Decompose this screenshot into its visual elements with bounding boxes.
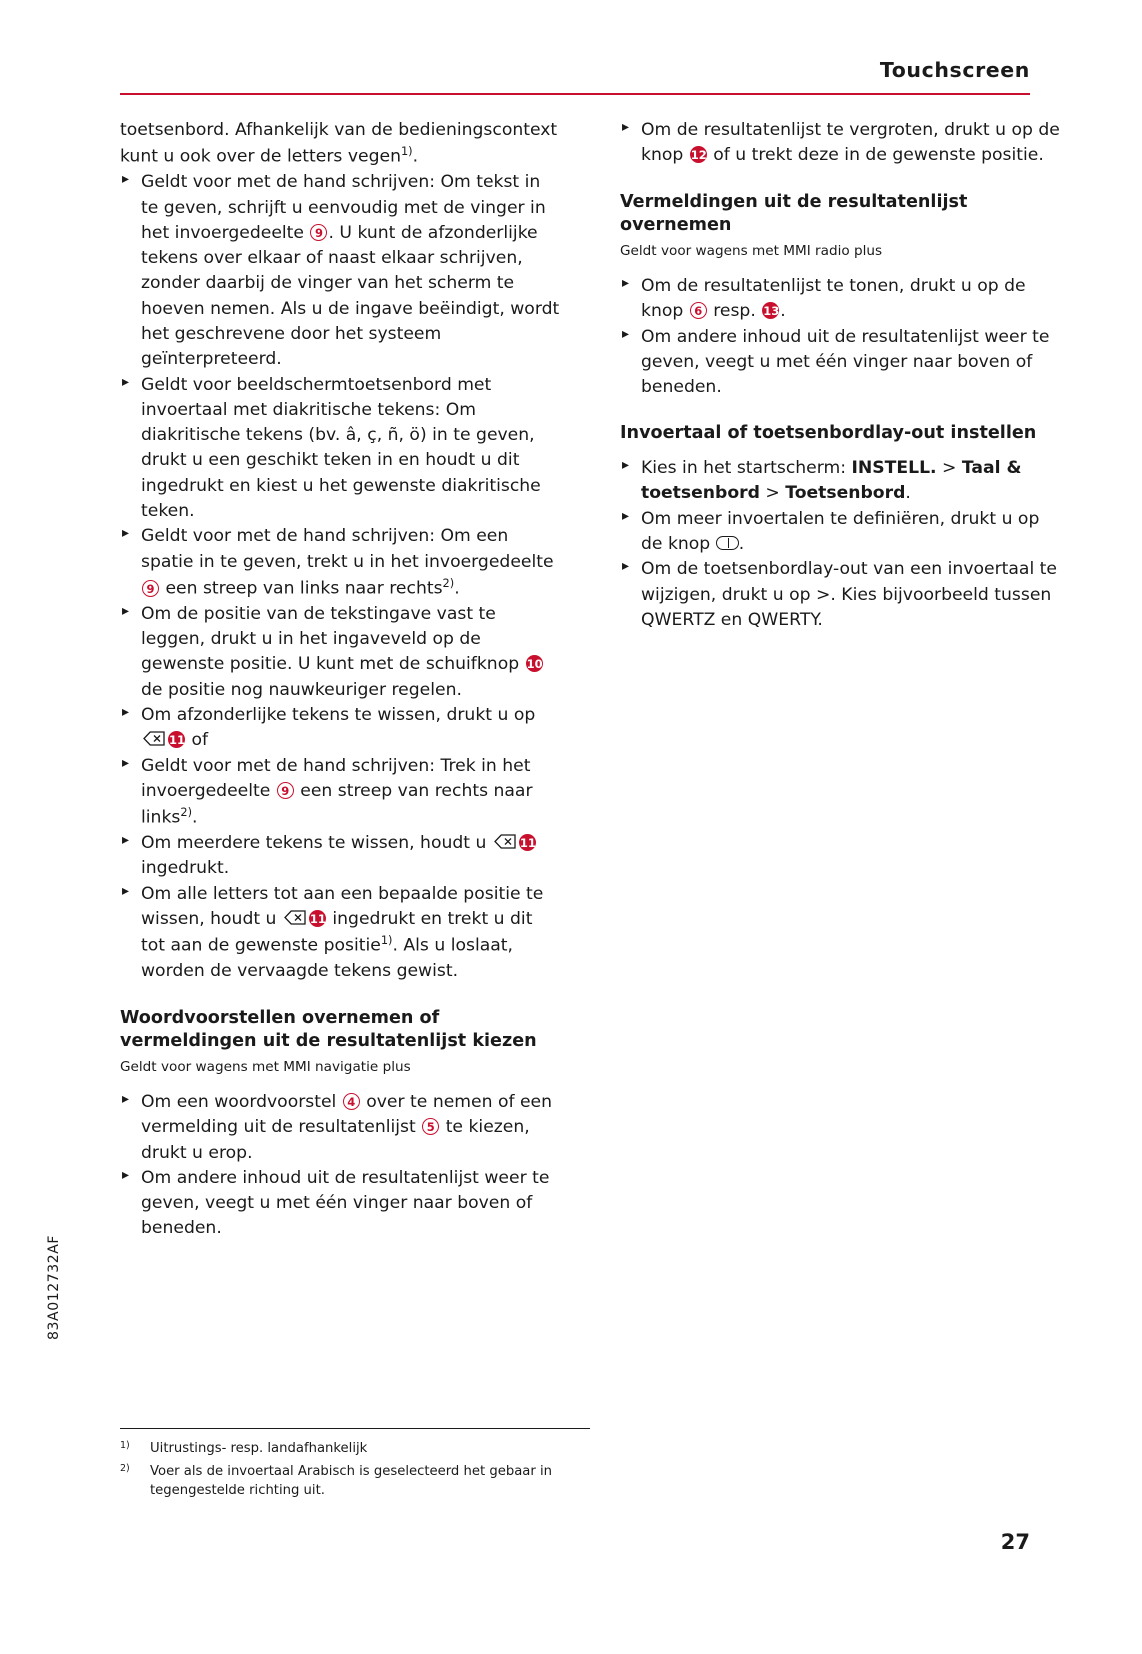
bullet-item: ▸ Om de resultatenlijst te tonen, drukt u op de knop 6 resp. 13. xyxy=(620,274,1060,325)
bullet-item: ▸ Om meer invoertalen te definiëren, drukt u op de knop . xyxy=(620,507,1060,558)
document-side-code: 83A012732AF xyxy=(46,1234,62,1340)
page-header xyxy=(120,58,1030,82)
footnote-marker: 1) xyxy=(120,1440,130,1451)
left-section-bullet-list xyxy=(120,1090,560,1242)
backspace-icon xyxy=(141,730,167,750)
intro-paragraph xyxy=(120,118,560,170)
footnote-list xyxy=(120,1440,590,1505)
callout-number-10: 10 xyxy=(526,657,543,672)
emphasis-text: Toetsenbord xyxy=(785,483,906,504)
right-column xyxy=(620,118,1060,633)
footnote-marker: 2) xyxy=(120,1463,130,1475)
callout-number-4: 4 xyxy=(343,1093,360,1110)
callout-number-6: 6 xyxy=(690,302,707,319)
callout-number-13: 13 xyxy=(763,304,780,319)
footnote-ref: 2) xyxy=(442,575,455,590)
callout-number-5: 5 xyxy=(422,1118,439,1135)
bullet-item: ▸ Om andere inhoud uit de resultatenlijst weer te geven, veegt u met één vinger naar boven of beneden. xyxy=(120,1166,560,1242)
intro-paragraph-text: toetsenbord. Afhankelijk van de bedieningscontext kunt u ook over de letters vegen xyxy=(120,120,558,168)
callout-number-11: 11 xyxy=(309,911,326,926)
bullet-item: ▸ Geldt voor met de hand schrijven: Om een spatie in te geven, trekt u in het invoergedeelte 9 een streep van links naar rechts$^{2)}$. xyxy=(120,524,560,602)
section-heading-invoertaal: Invoertaal of toetsenbordlay-out instellen xyxy=(620,423,1037,444)
header-title: Touchscreen xyxy=(879,58,1030,82)
callout-number-9: 9 xyxy=(277,782,294,799)
left-bullet-list xyxy=(120,170,560,984)
intro-paragraph-end: . xyxy=(412,147,419,168)
section-heading-vermeldingen: Vermeldingen uit de resultatenlijst overnemen xyxy=(620,191,968,236)
section-heading-woordvoorstellen: Woordvoorstellen overnemen of vermeldingen uit de resultatenlijst kiezen xyxy=(120,1007,537,1052)
footnote-ref: 2) xyxy=(180,805,193,820)
header-divider xyxy=(120,93,1030,95)
footnote xyxy=(120,1440,590,1458)
emphasis-text: INSTELL. xyxy=(851,458,937,479)
bullet-item: ▸ Om een woordvoorstel 4 over te nemen of een vermelding uit de resultatenlijst 5 te kiezen, drukt u erop. xyxy=(120,1090,560,1166)
bullet-item: ▸ Om alle letters tot aan een bepaalde positie te wissen, houdt u 11 ingedrukt en trekt u dit tot aan de gewenste positie$^{1)}$. Als u loslaat, worden de vervaagde tekens gewist. xyxy=(120,882,560,985)
bullet-item: ▸ Kies in het startscherm: INSTELL. > Taal & toetsenbord > Toetsenbord. xyxy=(620,456,1060,507)
bullet-item: ▸ Om de toetsenbordlay-out van een invoertaal te wijzigen, drukt u op >. Kies bijvoorbeeld tussen QWERTZ en QWERTY. xyxy=(620,557,1060,633)
callout-number-9: 9 xyxy=(142,580,159,597)
footnote-text: Voer als de invoertaal Arabisch is geselecteerd het gebaar in tegengestelde richting uit. xyxy=(150,1464,552,1498)
right-section2-bullet-list xyxy=(620,456,1060,633)
right-top-bullet-list xyxy=(620,118,1060,169)
backspace-icon xyxy=(492,833,518,853)
footnote-ref-1: 1) xyxy=(400,144,413,159)
callout-number-9: 9 xyxy=(310,224,327,241)
keyboard-key-icon xyxy=(716,536,739,550)
section-validity-note: Geldt voor wagens met MMI navigatie plus xyxy=(120,1059,411,1075)
bullet-item: ▸ Geldt voor beeldschermtoetsenbord met invoertaal met diakritische tekens: Om diakritische tekens (bv. â, ç, ñ, ö) in te geven, drukt u een geschikt teken in en houdt u dit ingedrukt en kiest u het gewenste diakritische teken. xyxy=(120,373,560,525)
page-number: 27 xyxy=(1000,1530,1030,1554)
footnote-divider xyxy=(120,1428,590,1429)
footnote xyxy=(120,1463,590,1500)
section1-validity-note: Geldt voor wagens met MMI radio plus xyxy=(620,243,883,260)
emphasis-text: Taal & toetsenbord xyxy=(641,458,1022,504)
bullet-item: ▸ Om meerdere tekens te wissen, houdt u 11 ingedrukt. xyxy=(120,831,560,882)
backspace-icon xyxy=(282,909,308,929)
callout-number-11: 11 xyxy=(169,733,186,748)
bullet-item: ▸ Om de positie van de tekstingave vast te leggen, drukt u in het ingaveveld op de gewenste positie. U kunt met de schuifknop 10 de positie nog nauwkeuriger regelen. xyxy=(120,602,560,703)
footnote-text: Uitrustings- resp. landafhankelijk xyxy=(150,1441,368,1456)
bullet-item: ▸ Geldt voor met de hand schrijven: Trek in het invoergedeelte 9 een streep van rechts naar links$^{2)}$. xyxy=(120,754,560,832)
callout-number-11: 11 xyxy=(519,836,536,851)
bullet-item: ▸ Geldt voor met de hand schrijven: Om tekst in te geven, schrijft u eenvoudig met de vinger in het invoergedeelte 9 . U kunt de afzonderlijke tekens over elkaar of naast elkaar schrijven, zonder daarbij de vinger van het scherm te hoeven nemen. Als u de ingave beëindigt, wordt het geschrevene door het systeem geïnterpreteerd. xyxy=(120,170,560,372)
bullet-item: ▸ Om afzonderlijke tekens te wissen, drukt u op 11 of xyxy=(120,703,560,754)
left-column xyxy=(120,118,560,1242)
bullet-item: ▸ Om andere inhoud uit de resultatenlijst weer te geven, veegt u met één vinger naar boven of beneden. xyxy=(620,325,1060,401)
bullet-item: ▸ Om de resultatenlijst te vergroten, drukt u op de knop 12 of u trekt deze in de gewenste positie. xyxy=(620,118,1060,169)
callout-number-12: 12 xyxy=(690,148,707,163)
right-section1-bullet-list xyxy=(620,274,1060,400)
footnote-ref: 1) xyxy=(380,933,393,948)
